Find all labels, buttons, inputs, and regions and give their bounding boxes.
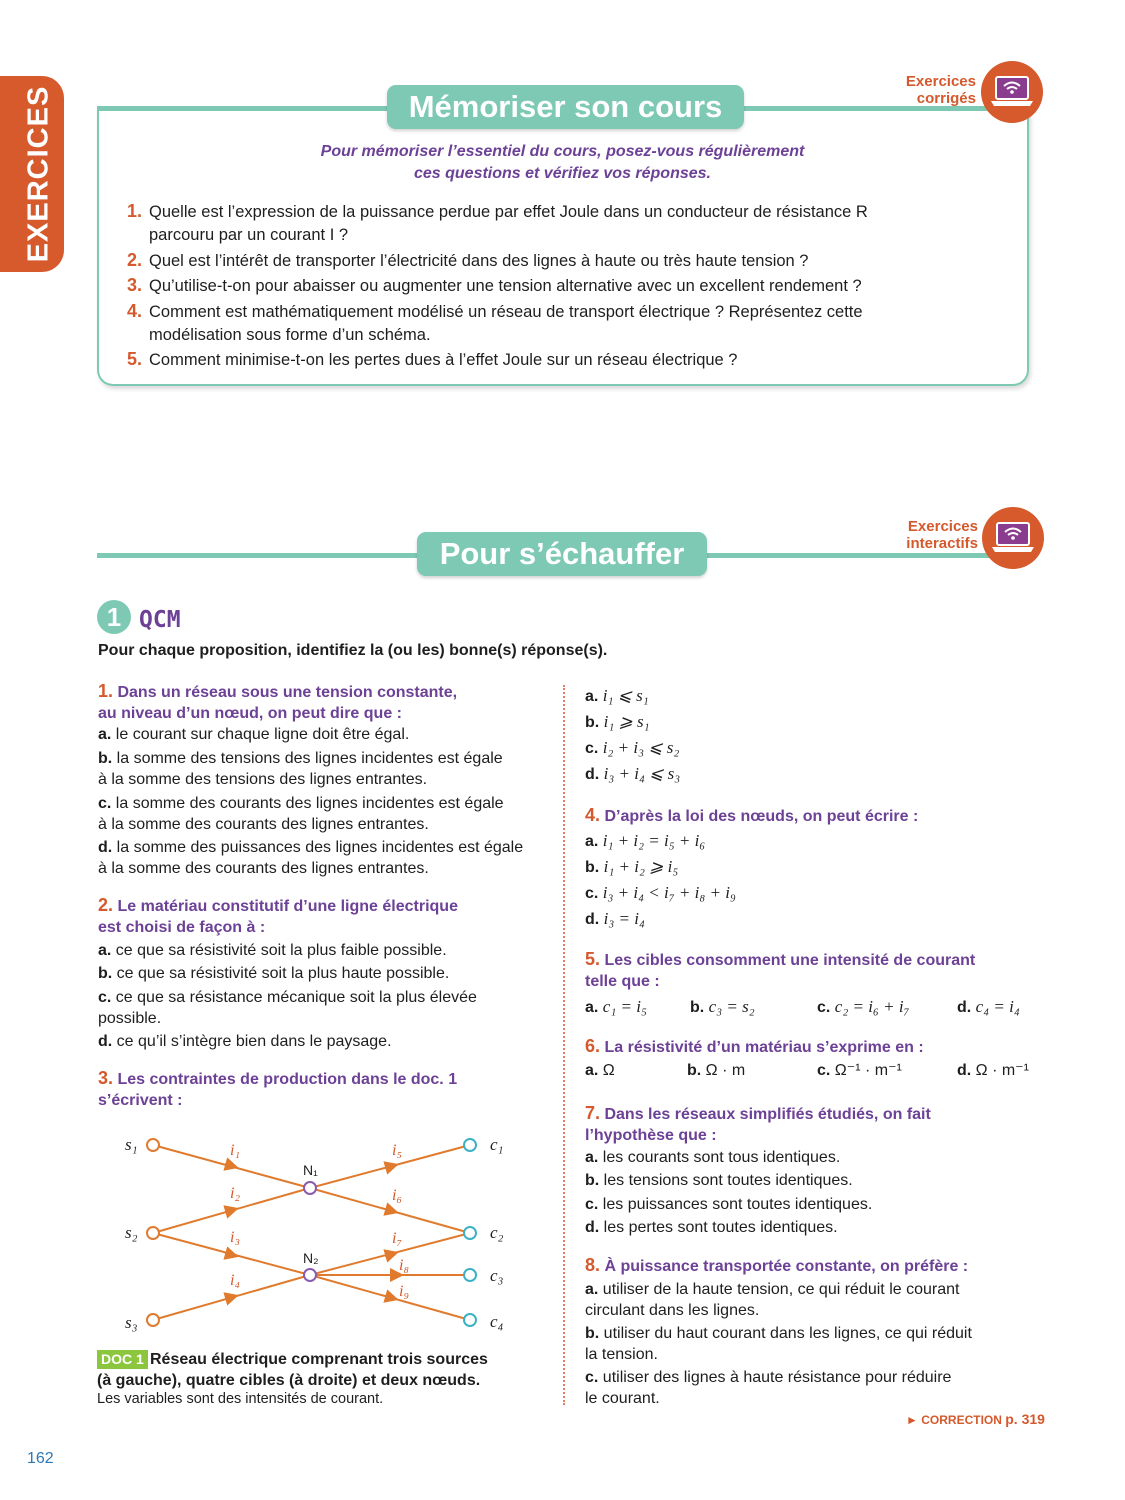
q8-option-c: c. utiliser des lignes à haute résistance pour réduire le courant. [585, 1369, 952, 1407]
q3-number: 3. [98, 1068, 114, 1088]
column-divider [563, 685, 565, 1405]
q1-option-c: c. la somme des courants des lignes incidentes est égale à la somme des courants des lignes entrantes. [98, 795, 504, 833]
current-i6-label: i₆ [392, 1187, 403, 1204]
correction-label: CORRECTION [921, 1413, 1002, 1427]
q5-heading-line-2: telle que : [585, 973, 660, 990]
memo-q5-text: Comment minimise-t-on les pertes dues à l’effet Joule sur un réseau électrique ? [149, 351, 738, 369]
current-i3-label: i₃ [230, 1229, 241, 1246]
q3-option-c-expr: i₂ + i₃ ⩽ s₂ [602, 738, 680, 757]
correction-page: p. 319 [1005, 1411, 1045, 1427]
side-tab-label: EXERCICES [22, 85, 55, 263]
q3-option-d-expr: i₃ + i₄ ⩽ s₃ [603, 764, 681, 783]
source-s3-label: s₃ [125, 1313, 138, 1332]
q5-heading [585, 949, 1025, 992]
q1-option-d-line-1: la somme des puissances des lignes incidentes est égale [116, 839, 524, 856]
q6-option-a-expr: Ω [602, 1062, 615, 1079]
q1-option-b-line-1: la somme des tensions des lignes incidentes est égale [116, 750, 503, 767]
q1-number: 1. [98, 681, 114, 701]
q6-option-c [817, 1060, 902, 1081]
node-n1-dot [304, 1182, 316, 1194]
q7-heading-line-1: Dans les réseaux simplifiés étudiés, on fait [604, 1106, 931, 1123]
source-s2-dot [147, 1227, 159, 1239]
q2-option-d: d. ce qu’il s’intègre bien dans le paysage. [98, 1033, 392, 1050]
q2-option-c-line-1: ce que sa résistance mécanique soit la plus élevée [115, 989, 477, 1006]
q3-option-a [585, 685, 649, 707]
q1-option-c-line-1: la somme des courants des lignes incidentes est égale [115, 795, 504, 812]
exercise-1-number: 1 [97, 600, 131, 634]
target-c3-label: c₃ [490, 1266, 504, 1285]
doc-tag: DOC 1 [97, 1350, 148, 1369]
q5-option-b-letter: b. [690, 999, 705, 1016]
q2-option-b-text: ce que sa résistivité soit la plus haute possible. [116, 965, 450, 982]
source-s3-dot [147, 1314, 159, 1326]
q5-option-a-expr: c₁ = i₅ [602, 997, 647, 1016]
q8-option-a-line-2: circulant dans les lignes. [585, 1302, 760, 1319]
q2-option-c: c. ce que sa résistance mécanique soit la plus élevée possible. [98, 989, 477, 1027]
q5-option-d [957, 996, 1020, 1018]
q1-heading-line-1: Dans un réseau sous une tension constante, [117, 684, 458, 701]
memo-intro-line-2: ces questions et vérifiez vos réponses. [413, 165, 711, 182]
q4-option-c [585, 882, 736, 904]
q2-number: 2. [98, 895, 114, 915]
q4-option-d-expr: i₃ = i₄ [603, 909, 645, 928]
target-c4-dot [464, 1314, 476, 1326]
q7-heading-line-2: l’hypothèse que : [585, 1127, 717, 1144]
q4-option-c-expr: i₃ + i₄ < i₇ + i₈ + i₉ [602, 883, 736, 902]
memo-q2-number: 2. [127, 250, 143, 270]
q4-option-a-letter: a. [585, 833, 599, 850]
memo-q4-line-2: modélisation sous forme d’un schéma. [149, 326, 431, 344]
q2-option-d-text: ce qu’il s’intègre bien dans le paysage. [116, 1033, 392, 1050]
q4-option-c-letter: c. [585, 885, 599, 902]
warmup-badge-line-1: Exercices [907, 518, 978, 535]
memo-q1-number: 1. [127, 201, 143, 221]
q1-option-b: b. la somme des tensions des lignes incidentes est égale à la somme des tensions des lignes entrantes. [98, 750, 503, 788]
q3-option-c-letter: c. [585, 740, 599, 757]
memo-q1-line-2: parcouru par un courant I ? [149, 226, 349, 244]
q2-heading-line-2: est choisi de façon à : [98, 919, 266, 936]
target-c2-dot [464, 1227, 476, 1239]
q6-option-b [687, 1060, 745, 1081]
q5-option-a [585, 996, 647, 1018]
node-n2-dot [304, 1269, 316, 1281]
q4-option-b [585, 856, 678, 878]
memo-intro [200, 141, 925, 185]
q3-heading-line-1: Les contraintes de production dans le doc. 1 [117, 1071, 458, 1088]
current-i8-label: i₈ [399, 1257, 410, 1274]
q6-number: 6. [585, 1036, 601, 1056]
q3-option-a-expr: i₁ ⩽ s₁ [602, 686, 649, 705]
target-c3-dot [464, 1269, 476, 1281]
q1-option-d: d. la somme des puissances des lignes incidentes est égale à la somme des courants des lignes entrantes. [98, 839, 524, 877]
q8-option-a: a. utiliser de la haute tension, ce qui réduit le courant circulant dans les lignes. [585, 1281, 960, 1319]
memo-badge-line-2: corrigés [916, 90, 976, 107]
q1-heading-line-2: au niveau d’un nœud, on peut dire que : [98, 705, 402, 722]
node-n2-label: N₂ [303, 1250, 319, 1266]
q5-number: 5. [585, 949, 601, 969]
current-i9-label: i₉ [399, 1283, 410, 1300]
q6-option-b-letter: b. [687, 1062, 702, 1079]
memo-q3-text: Qu’utilise-t-on pour abaisser ou augmenter une tension alternative avec un excellent rendement ? [149, 277, 862, 295]
current-i4-label: i₄ [230, 1272, 241, 1289]
q8-option-c-line-1: utiliser des lignes à haute résistance pour réduire [602, 1369, 952, 1386]
exercices-side-tab [0, 76, 64, 272]
current-i7-label: i₇ [392, 1230, 403, 1247]
q3-option-b-letter: b. [585, 714, 600, 731]
warmup-badge-line-2: interactifs [906, 535, 978, 552]
q4-heading-text: D’après la loi des nœuds, on peut écrire : [604, 808, 919, 825]
q7-option-a: a. les courants sont tous identiques. [585, 1149, 841, 1166]
page-number: 162 [27, 1450, 54, 1467]
memo-q4-number: 4. [127, 301, 143, 321]
memo-title: Mémoriser son cours [387, 85, 744, 129]
q7-option-a-text: les courants sont tous identiques. [602, 1149, 841, 1166]
q5-option-c-expr: c₂ = i₆ + i₇ [834, 997, 910, 1016]
memo-q4-line-1: Comment est mathématiquement modélisé un réseau de transport électrique ? Représentez cette [149, 303, 863, 321]
q2-option-a: a. ce que sa résistivité soit la plus faible possible. [98, 942, 447, 959]
memo-badge-label[interactable] [876, 73, 976, 107]
q1-option-a: a. le courant sur chaque ligne doit être égal. [98, 726, 410, 743]
q5-option-c-letter: c. [817, 999, 831, 1016]
q7-option-b: b. les tensions sont toutes identiques. [585, 1172, 853, 1189]
q2-heading [98, 895, 538, 938]
q7-option-c-text: les puissances sont toutes identiques. [602, 1196, 873, 1213]
memo-laptop-icon[interactable] [981, 61, 1043, 123]
q4-option-b-expr: i₁ + i₂ ⩾ i₅ [603, 857, 679, 876]
target-c2-label: c₂ [490, 1223, 504, 1242]
q5-heading-line-1: Les cibles consomment une intensité de courant [604, 952, 976, 969]
q2-option-a-text: ce que sa résistivité soit la plus faible possible. [115, 942, 447, 959]
network-diagram [95, 1120, 525, 1345]
q6-heading [585, 1036, 1025, 1058]
q3-option-b [585, 711, 650, 733]
q4-option-a-expr: i₁ + i₂ = i₅ + i₆ [602, 831, 706, 850]
memo-q5-number: 5. [127, 349, 143, 369]
q6-option-a-letter: a. [585, 1062, 599, 1079]
q6-option-d-expr: Ω · m⁻¹ [975, 1062, 1029, 1079]
q1-option-c-line-2: à la somme des courants des lignes entrantes. [98, 816, 429, 833]
q5-option-a-letter: a. [585, 999, 599, 1016]
memo-q1-text [149, 201, 1009, 247]
exercise-1-title: QCM [139, 607, 181, 633]
memo-q3-number: 3. [127, 275, 143, 295]
q8-number: 8. [585, 1255, 601, 1275]
q2-heading-line-1: Le matériau constitutif d’une ligne électrique [117, 898, 458, 915]
target-c4-label: c₄ [490, 1312, 504, 1331]
target-c1-label: c₁ [490, 1135, 504, 1154]
q5-option-b-expr: c₃ = s₂ [708, 997, 755, 1016]
q3-option-d-letter: d. [585, 766, 600, 783]
memo-q4-text [149, 301, 1009, 347]
q6-heading-text: La résistivité d’un matériau s’exprime en : [604, 1039, 924, 1056]
q7-heading [585, 1103, 1025, 1146]
warmup-badge-label[interactable] [876, 518, 978, 552]
q5-option-b [690, 996, 755, 1018]
source-s2-label: s₂ [125, 1223, 138, 1242]
warmup-title: Pour s’échauffer [417, 532, 707, 576]
q6-option-c-expr: Ω⁻¹ · m⁻¹ [834, 1062, 902, 1079]
doc-note: Les variables sont des intensités de courant. [97, 1391, 384, 1407]
memo-q2-text: Quel est l’intérêt de transporter l’électricité dans des lignes à haute ou très haute tension ? [149, 252, 809, 270]
q4-option-b-letter: b. [585, 859, 600, 876]
q2-option-c-line-2: possible. [98, 1010, 162, 1027]
q3-heading [98, 1068, 538, 1111]
q1-option-b-line-2: à la somme des tensions des lignes entrantes. [98, 771, 428, 788]
correction-link[interactable] [906, 1411, 1045, 1427]
q6-option-b-expr: Ω · m [705, 1062, 746, 1079]
q6-option-a [585, 1060, 615, 1081]
q4-option-a [585, 830, 705, 852]
q8-option-b-line-2: la tension. [585, 1346, 658, 1363]
warmup-laptop-icon[interactable] [982, 507, 1044, 569]
q3-option-d [585, 763, 680, 785]
q8-option-a-line-1: utiliser de la haute tension, ce qui réduit le courant [602, 1281, 960, 1298]
q2-option-b: b. ce que sa résistivité soit la plus haute possible. [98, 965, 450, 982]
q5-option-d-letter: d. [957, 999, 972, 1016]
current-i5-label: i₅ [392, 1142, 403, 1159]
q1-heading [98, 681, 538, 724]
play-arrow-icon: ► [906, 1413, 918, 1427]
q4-option-d-letter: d. [585, 911, 600, 928]
q7-number: 7. [585, 1103, 601, 1123]
q8-heading-text: À puissance transportée constante, on préfère : [604, 1258, 969, 1275]
source-s1-dot [147, 1139, 159, 1151]
exercise-1-instruction: Pour chaque proposition, identifiez la (ou les) bonne(s) réponse(s). [98, 642, 608, 659]
q6-option-c-letter: c. [817, 1062, 831, 1079]
q4-heading [585, 805, 1025, 827]
q3-heading-line-2: s’écrivent : [98, 1092, 183, 1109]
doc-caption-line-2: (à gauche), quatre cibles (à droite) et deux nœuds. [97, 1372, 481, 1389]
q7-option-d: d. les pertes sont toutes identiques. [585, 1219, 838, 1236]
q8-heading [585, 1255, 1025, 1277]
q4-option-d [585, 908, 645, 930]
memo-intro-line-1: Pour mémoriser l’essentiel du cours, posez-vous régulièrement [320, 143, 805, 160]
current-i1-label: i₁ [230, 1142, 241, 1159]
q6-option-d-letter: d. [957, 1062, 972, 1079]
q8-option-b: b. utiliser du haut courant dans les lignes, ce qui réduit la tension. [585, 1325, 972, 1363]
q8-option-c-line-2: le courant. [585, 1390, 660, 1407]
doc-caption-line-1: Réseau électrique comprenant trois sources [150, 1351, 488, 1368]
q5-option-c [817, 996, 909, 1018]
q8-option-b-line-1: utiliser du haut courant dans les lignes, ce qui réduit [603, 1325, 972, 1342]
q7-option-c: c. les puissances sont toutes identiques. [585, 1196, 873, 1213]
memo-badge-line-1: Exercices [905, 73, 976, 90]
q4-number: 4. [585, 805, 601, 825]
q3-option-b-expr: i₁ ⩾ s₁ [603, 712, 650, 731]
q3-option-c [585, 737, 679, 759]
memo-q1-line-1: Quelle est l’expression de la puissance perdue par effet Joule dans un conducteur de résistance R [149, 203, 868, 221]
q1-option-a-text: le courant sur chaque ligne doit être égal. [115, 726, 410, 743]
q6-option-d [957, 1060, 1029, 1081]
source-s1-label: s₁ [125, 1135, 138, 1154]
q1-option-d-line-2: à la somme des courants des lignes entrantes. [98, 860, 429, 877]
current-i2-label: i₂ [230, 1185, 241, 1202]
q5-option-d-expr: c₄ = i₄ [975, 997, 1020, 1016]
q3-option-a-letter: a. [585, 688, 599, 705]
q7-option-b-text: les tensions sont toutes identiques. [603, 1172, 853, 1189]
q7-option-d-text: les pertes sont toutes identiques. [603, 1219, 838, 1236]
target-c1-dot [464, 1139, 476, 1151]
node-n1-label: N₁ [303, 1162, 318, 1178]
